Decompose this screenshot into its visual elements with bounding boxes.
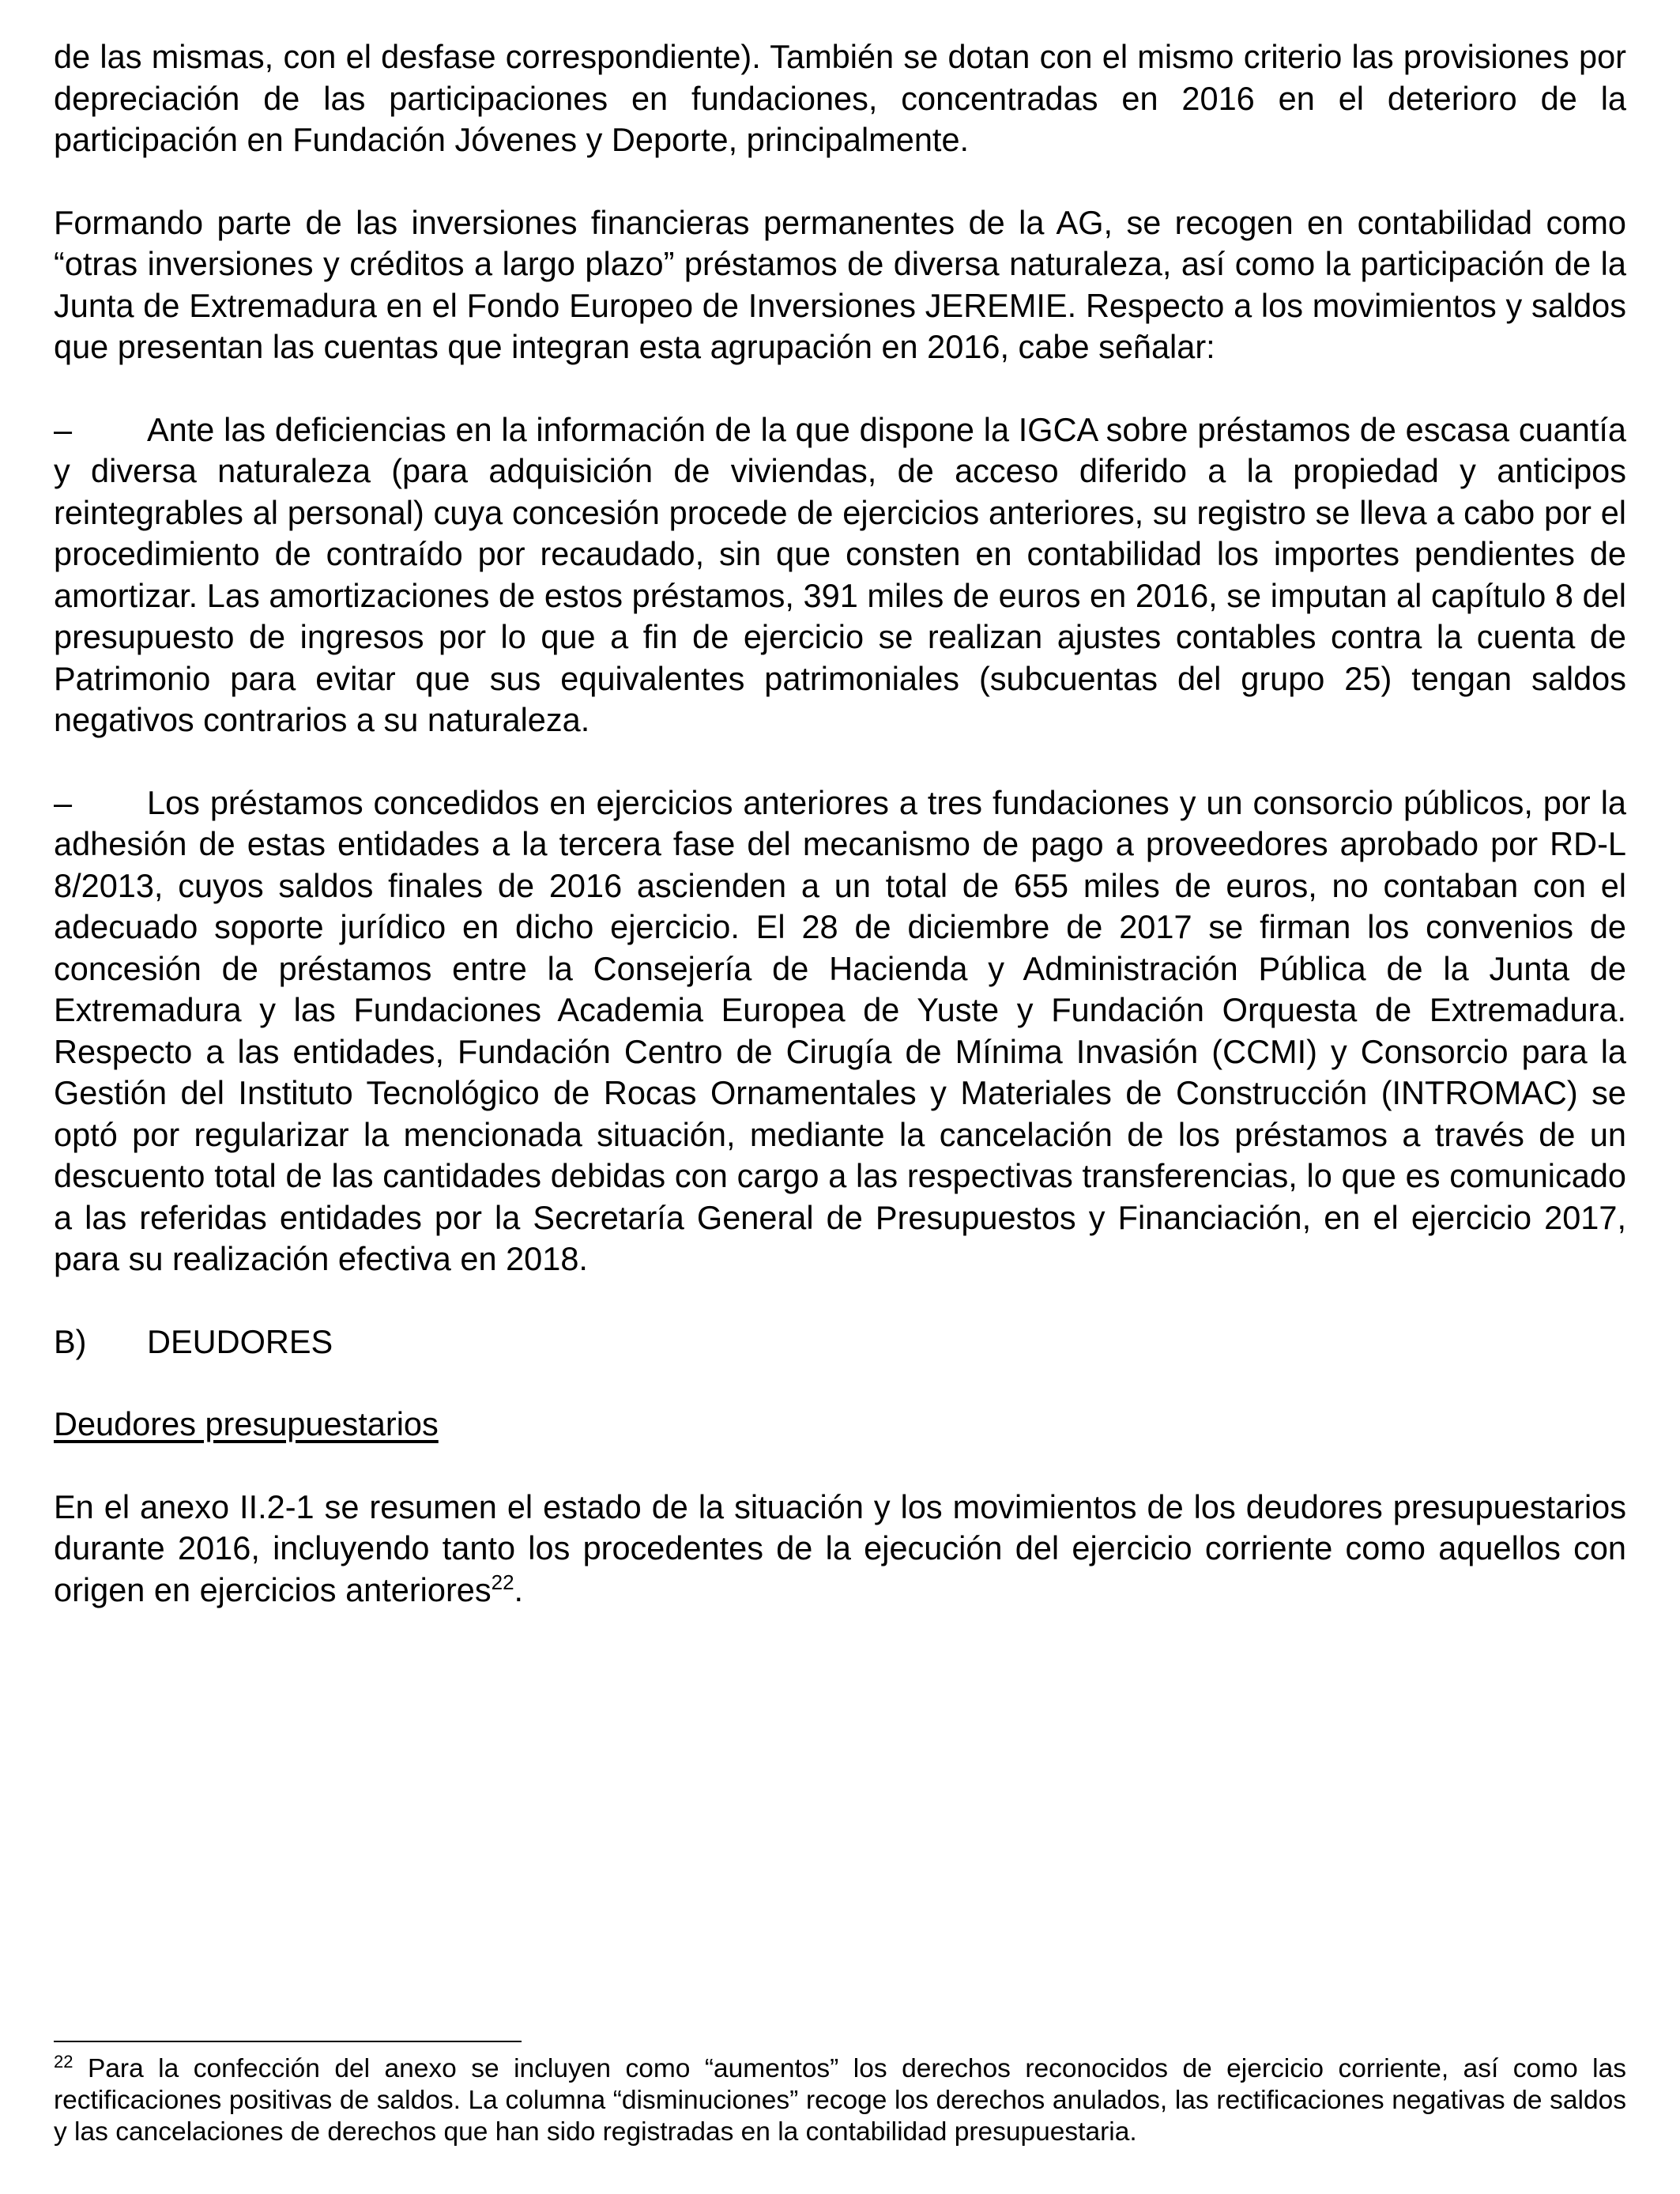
paragraph-gap xyxy=(54,161,1626,202)
section-title: DEUDORES xyxy=(147,1322,333,1360)
paragraph-provisiones: de las mismas, con el desfase correspondiente). También se dotan con el mismo criterio las provisiones por depreciación de las participaciones en fundaciones, concentradas en 2016 en el deterioro de la participación en Fundación Jóvenes y Deporte, principalmente. xyxy=(54,38,1626,158)
document-page xyxy=(54,36,1626,2170)
list-item-text: Los préstamos concedidos en ejercicios anteriores a tres fundaciones y un consorcio públicos, por la adhesión de estas entidades a la tercera fase del mecanismo de pago a proveedores aprobado por RD-L 8/2013, cuyos saldos finales de 2016 ascienden a un total de 655 miles de euros, no contaban con el adecuado soporte jurídico en dicho ejercicio. El 28 de diciembre de 2017 se firman los convenios de concesión de préstamos entre la Consejería de Hacienda y Administración Pública de la Junta de Extremadura y las Fundaciones Academia Europea de Yuste y Fundación Orquesta de Extremadura. Respecto a las entidades, Fundación Centro de Cirugía de Mínima Invasión (CCMI) y Consorcio para la Gestión del Instituto Tecnológico de Rocas Ornamentales y Materiales de Construcción (INTROMAC) se optó por regularizar la mencionada situación, mediante la cancelación de los préstamos a través de un descuento total de las cantidades debidas con cargo a las respectivas transferencias, lo que es comunicado a las referidas entidades por la Secretaría General de Presupuestos y Financiación, en el ejercicio 2017, para su realización efectiva en 2018. xyxy=(54,783,1626,1277)
section-heading-deudores xyxy=(54,1321,1626,1363)
footnote-reference[interactable]: 22 xyxy=(491,1570,514,1594)
paragraph-gap xyxy=(54,1446,1626,1487)
footnote-text: Para la confección del anexo se incluyen como “aumentos” los derechos reconocidos de ejercicio corriente, así como las rectificaciones positivas de saldos. La columna “disminuciones” recoge los derechos anulados, las rectificaciones negativas de saldos y las cancelaciones de derechos que han sido registradas en la contabilidad presupuestaria. xyxy=(54,2054,1626,2147)
paragraph-inversiones-financieras: Formando parte de las inversiones financieras permanentes de la AG, se recogen en contabilidad como “otras inversiones y créditos a largo plazo” préstamos de diversa naturaleza, así como la participación de la Junta de Extremadura en el Fondo Europeo de Inversiones JEREMIE. Respecto a los movimientos y saldos que presentan las cuentas que integran esta agrupación en 2016, cabe señalar: xyxy=(54,203,1626,365)
paragraph-gap xyxy=(54,1363,1626,1404)
paragraph-gap xyxy=(54,1280,1626,1321)
list-dash-marker: – xyxy=(54,783,73,821)
paragraph-gap xyxy=(54,368,1626,409)
paragraph-anexo xyxy=(54,1487,1626,1612)
section-letter: B) xyxy=(54,1322,87,1360)
list-item-prestamos-fundaciones xyxy=(54,782,1626,1280)
footnote-number: 22 xyxy=(54,2051,73,2071)
footnote-separator xyxy=(54,2041,522,2042)
list-item-text: Ante las deficiencias en la información de la que dispone la IGCA sobre préstamos de escasa cuantía y diversa naturaleza (para adquisición de viviendas, de acceso diferido a la propiedad y anticipos reintegrables al personal) cuya concesión procede de ejercicios anteriores, su registro se lleva a cabo por el procedimiento de contraído por recaudado, sin que consten en contabilidad los importes pendientes de amortizar. Las amortizaciones de estos préstamos, 391 miles de euros en 2016, se imputan al capítulo 8 del presupuesto de ingresos por lo que a fin de ejercicio se realizan ajustes contables contra la cuenta de Patrimonio para evitar que sus equivalentes patrimoniales (subcuentas del grupo 25) tengan saldos negativos contrarios a su naturaleza. xyxy=(54,410,1626,738)
subsection-heading-deudores-presupuestarios: Deudores presupuestarios xyxy=(54,1405,439,1442)
footnote-22 xyxy=(54,2053,1626,2148)
paragraph-anexo-text: En el anexo II.2-1 se resumen el estado de la situación y los movimientos de los deudores presupuestarios durante 2016, incluyendo tanto los procedentes de la ejecución del ejercicio corriente como aquellos con origen en ejercicios anteriores xyxy=(54,1487,1626,1608)
list-item-prestamos-escasa-cuantia xyxy=(54,409,1626,741)
paragraph-anexo-tail: . xyxy=(514,1570,524,1608)
list-dash-marker: – xyxy=(54,410,73,448)
paragraph-gap xyxy=(54,741,1626,782)
